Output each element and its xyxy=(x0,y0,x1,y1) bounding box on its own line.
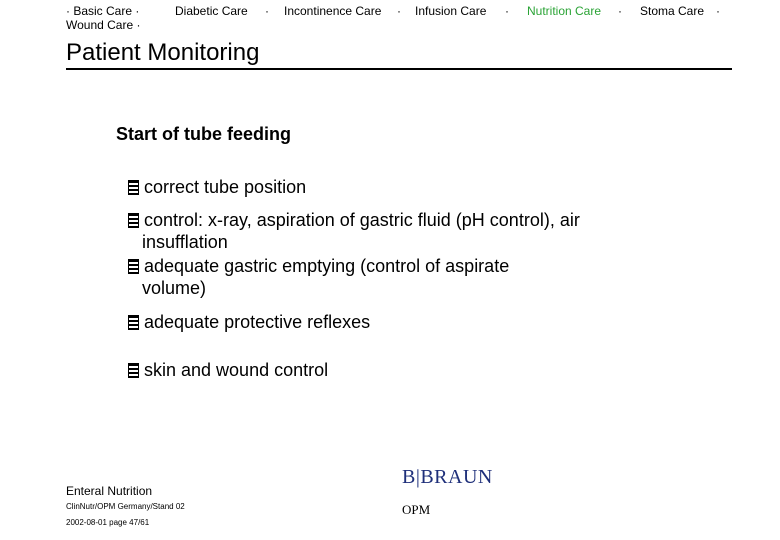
page-title: Patient Monitoring xyxy=(66,38,732,70)
logo-subtitle: OPM xyxy=(402,502,431,517)
list-item-text: correct tube position xyxy=(144,177,307,197)
nav-diabetic-care[interactable]: Diabetic Care xyxy=(175,4,248,18)
list-item-text: adequate protective reflexes xyxy=(144,312,371,332)
list-item-continuation: insufflation xyxy=(142,232,228,252)
bullet-icon xyxy=(128,363,139,378)
nav-separator: · xyxy=(618,4,622,18)
braun-logo: B|BRAUN xyxy=(402,466,493,488)
list-item-text: adequate gastric emptying (control of aspirate xyxy=(144,256,510,276)
nav-wound-care[interactable]: Wound Care · xyxy=(66,18,141,32)
bullet-icon xyxy=(128,213,139,228)
nav-infusion-care[interactable]: Infusion Care xyxy=(415,4,487,18)
nav-separator: · xyxy=(716,4,720,18)
footer-label: Enteral Nutrition xyxy=(66,484,153,498)
list-item-text: control: x-ray, aspiration of gastric fluid (pH control), air xyxy=(144,210,580,230)
footer-page: 2002-08-01 page 47/61 xyxy=(66,518,150,527)
nav-separator: · xyxy=(505,4,509,18)
list-item xyxy=(128,176,668,198)
nav-basic-care[interactable]: · Basic Care · xyxy=(66,4,140,18)
nav-stoma-care[interactable]: Stoma Care xyxy=(640,4,705,18)
bullet-icon xyxy=(128,259,139,274)
nav-separator: · xyxy=(397,4,401,18)
nav-nutrition-care[interactable]: Nutrition Care xyxy=(527,4,602,18)
nav-separator: · xyxy=(265,4,269,18)
list-item xyxy=(128,255,668,299)
section-heading: Start of tube feeding xyxy=(116,124,291,144)
list-item-text: skin and wound control xyxy=(144,360,329,380)
list-item-continuation: volume) xyxy=(142,278,207,298)
footer-source: ClinNutr/OPM Germany/Stand 02 xyxy=(66,502,185,511)
bullet-icon xyxy=(128,180,139,195)
bullet-icon xyxy=(128,315,139,330)
list-item xyxy=(128,311,668,333)
list-item xyxy=(128,359,668,381)
list-item xyxy=(128,209,668,253)
nav-incontinence-care[interactable]: Incontinence Care xyxy=(284,4,382,18)
